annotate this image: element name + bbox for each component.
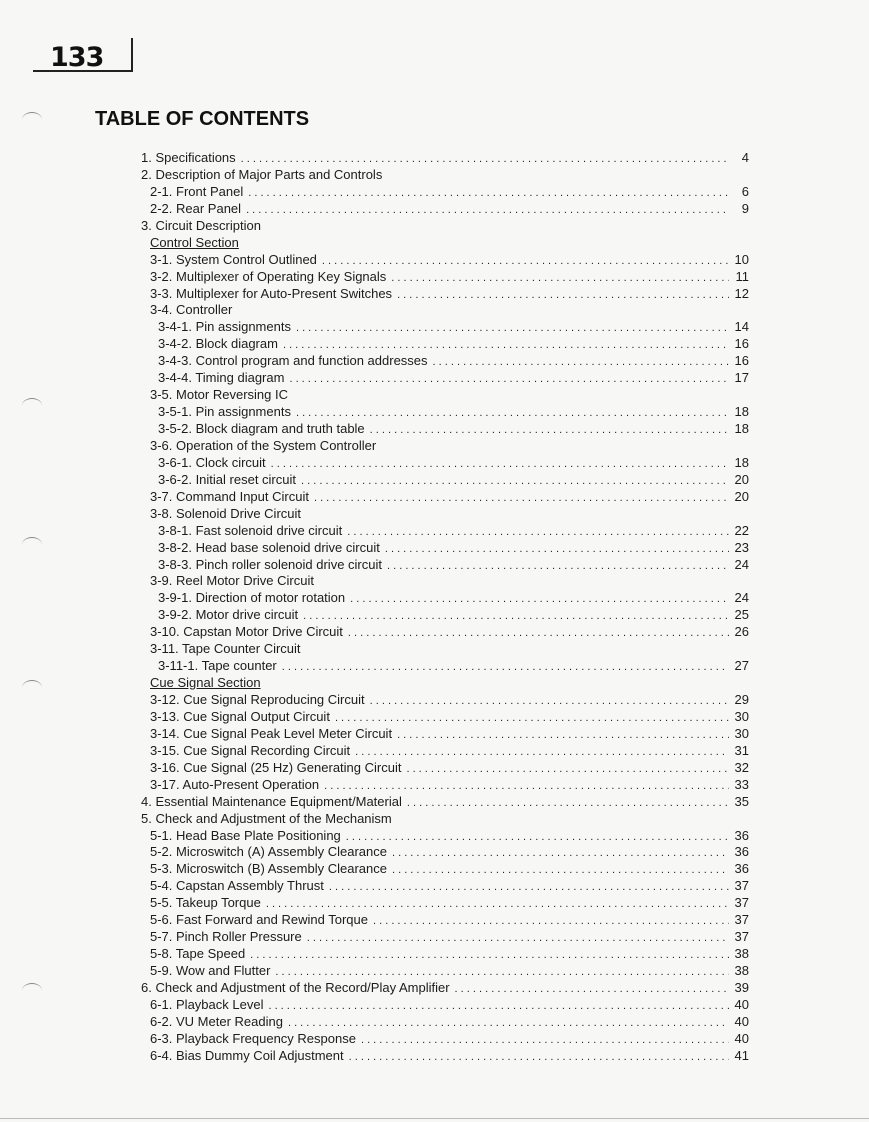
toc-entry: [141, 607, 749, 624]
toc-entry-page: 37: [734, 895, 749, 911]
toc-entry: [141, 895, 749, 912]
toc-entry: [141, 269, 749, 286]
page-title: TABLE OF CONTENTS: [95, 108, 310, 130]
toc-dot-leader: [455, 981, 729, 998]
toc-entry-label: 3-8-1. Fast solenoid drive circuit: [158, 522, 343, 538]
toc-dot-leader: [314, 490, 729, 507]
toc-entry: [141, 641, 749, 658]
toc-entry-label: 3-11. Tape Counter Circuit: [150, 641, 301, 657]
toc-entry-page: 9: [741, 200, 749, 216]
toc-entry-label: 5-8. Tape Speed: [150, 946, 246, 962]
toc-dot-leader: [355, 744, 729, 761]
toc-entry-label: 3-2. Multiplexer of Operating Key Signals: [150, 268, 387, 284]
toc-entry: [141, 540, 749, 557]
toc-entry-page: 6: [741, 183, 749, 199]
toc-entry-page: 38: [734, 963, 749, 978]
toc-entry-label: 3-15. Cue Signal Recording Circuit: [150, 742, 351, 758]
toc-entry-label: 6-1. Playback Level: [150, 996, 264, 1012]
toc-entry-page: 16: [734, 336, 749, 352]
page-number-underline: [33, 70, 133, 72]
toc-entry-page: 39: [734, 979, 749, 995]
toc-entry-label: 3-6-2. Initial reset circuit: [158, 471, 296, 487]
toc-entry-label: 3-16. Cue Signal (25 Hz) Generating Circuit: [150, 759, 402, 775]
toc-entry-page: 31: [734, 742, 749, 758]
toc-entry-label: 5-3. Microswitch (B) Assembly Clearance: [150, 861, 387, 877]
toc-entry-page: 24: [734, 590, 749, 606]
toc-entry-label: 2-2. Rear Panel: [150, 200, 242, 216]
toc-entry: [141, 811, 749, 828]
toc-dot-leader: [335, 710, 729, 727]
toc-entry-label: 3. Circuit Description: [141, 217, 261, 233]
toc-entry: [141, 336, 749, 353]
toc-entry-page: 14: [734, 319, 749, 335]
toc-dot-leader: [361, 1032, 729, 1049]
toc-entry: [141, 1014, 749, 1031]
toc-entry: [141, 302, 749, 319]
toc-entry: [141, 252, 749, 269]
toc-entry-page: 20: [734, 471, 749, 487]
toc-entry-page: 24: [734, 556, 749, 572]
toc-entry: [141, 590, 749, 607]
toc-entry-page: 4: [741, 150, 749, 165]
binder-hole-mark: [22, 398, 42, 413]
toc-entry-label: 3-13. Cue Signal Output Circuit: [150, 708, 330, 724]
toc-entry: [141, 319, 749, 336]
toc-dot-leader: [322, 253, 729, 270]
toc-dot-leader: [246, 202, 729, 219]
toc-dot-leader: [373, 913, 729, 930]
toc-entry: [141, 726, 749, 743]
toc-entry: [141, 353, 749, 370]
toc-dot-leader: [303, 608, 729, 625]
toc-entry: [141, 760, 749, 777]
toc-entry: [141, 370, 749, 387]
toc-entry: [141, 387, 749, 404]
toc-entry-page: 41: [734, 1047, 749, 1063]
toc-entry-label: 5-7. Pinch Roller Pressure: [150, 929, 302, 945]
toc-entry: [141, 1048, 749, 1065]
toc-entry: [141, 794, 749, 811]
toc-entry-label: 3-9. Reel Motor Drive Circuit: [150, 573, 314, 589]
toc-entry: [141, 777, 749, 794]
toc-entry-label: 2-1. Front Panel: [150, 183, 244, 199]
toc-entry-label: 5. Check and Adjustment of the Mechanism: [141, 810, 392, 826]
toc-dot-leader: [271, 456, 729, 473]
toc-entry: [141, 929, 749, 946]
toc-entry: [141, 980, 749, 997]
toc-dot-leader: [391, 270, 729, 287]
toc-entry-page: 40: [734, 1030, 749, 1046]
toc-dot-leader: [407, 795, 729, 812]
toc-entry-label: 4. Essential Maintenance Equipment/Material: [141, 793, 402, 809]
toc-entry-page: 12: [734, 285, 749, 301]
toc-entry-label: 5-6. Fast Forward and Rewind Torque: [150, 912, 368, 928]
toc-dot-leader: [329, 879, 729, 896]
toc-entry: [141, 557, 749, 574]
toc-entry-page: 37: [734, 878, 749, 894]
toc-entry-label: 3-4-3. Control program and function addresses: [158, 353, 428, 369]
toc-entry-page: 38: [734, 946, 749, 962]
toc-entry: [141, 912, 749, 929]
toc-entry-page: 35: [734, 793, 749, 809]
toc-entry-label: 3-6-1. Clock circuit: [158, 454, 266, 470]
toc-entry-label: 2. Description of Major Parts and Controls: [141, 166, 383, 182]
toc-entry: [141, 438, 749, 455]
page-number: 133: [50, 42, 104, 73]
toc-entry: [141, 523, 749, 540]
toc-entry: [141, 455, 749, 472]
toc-dot-leader: [370, 693, 729, 710]
toc-dot-leader: [347, 524, 729, 541]
toc-entry: [141, 946, 749, 963]
toc-entry: [141, 828, 749, 845]
toc-entry: [141, 404, 749, 421]
toc-dot-leader: [324, 778, 729, 795]
toc-list: [141, 150, 749, 1065]
toc-entry-page: 20: [734, 488, 749, 504]
toc-entry-page: 30: [734, 708, 749, 724]
toc-entry-label: 6-2. VU Meter Reading: [150, 1013, 283, 1029]
toc-dot-leader: [348, 625, 729, 642]
toc-entry-label: 3-11-1. Tape counter: [158, 658, 277, 674]
toc-entry-page: 29: [734, 692, 749, 707]
toc-entry-page: 22: [734, 522, 749, 538]
toc-entry-page: 37: [734, 912, 749, 928]
toc-entry: [141, 218, 749, 235]
toc-entry-page: 36: [734, 844, 749, 860]
toc-entry-label: 5-2. Microswitch (A) Assembly Clearance: [150, 844, 387, 860]
toc-entry-page: 17: [734, 370, 749, 386]
toc-entry-page: 32: [734, 759, 749, 775]
binder-hole-mark: [22, 983, 42, 998]
toc-dot-leader: [392, 845, 729, 862]
toc-entry-label: 3-7. Command Input Circuit: [150, 488, 309, 504]
toc-entry: [141, 878, 749, 895]
binder-hole-mark: [22, 680, 42, 695]
toc-entry-label: 3-10. Capstan Motor Drive Circuit: [150, 624, 343, 640]
toc-entry: [141, 624, 749, 641]
toc-dot-leader: [397, 287, 729, 304]
toc-dot-leader: [387, 558, 729, 575]
toc-entry-page: 11: [735, 268, 749, 284]
toc-entry-page: 27: [734, 658, 749, 674]
toc-dot-leader: [296, 320, 729, 337]
toc-entry-label: 3-12. Cue Signal Reproducing Circuit: [150, 692, 365, 707]
toc-entry-label: 3-4-4. Timing diagram: [158, 370, 285, 386]
toc-entry-page: 40: [734, 996, 749, 1012]
toc-entry: [141, 963, 749, 980]
toc-entry-page: 36: [734, 827, 749, 843]
toc-entry-label: 1. Specifications: [141, 150, 236, 165]
toc-entry-label: 3-9-1. Direction of motor rotation: [158, 590, 346, 606]
toc-dot-leader: [288, 1015, 729, 1032]
toc-entry: [141, 1031, 749, 1048]
toc-entry-label: 3-9-2. Motor drive circuit: [158, 607, 299, 623]
toc-entry-page: 18: [734, 454, 749, 470]
toc-entry-label: 6. Check and Adjustment of the Record/Play Amplifier: [141, 979, 450, 995]
toc-dot-leader: [248, 185, 729, 202]
toc-entry-page: 33: [734, 776, 749, 792]
page-bottom-edge: [0, 1118, 869, 1119]
toc-entry-label: 3-17. Auto-Present Operation: [150, 776, 320, 792]
toc-section-heading: [141, 675, 749, 692]
toc-entry-page: 40: [734, 1013, 749, 1029]
toc-entry-label: 3-5. Motor Reversing IC: [150, 387, 288, 403]
toc-entry-label: 3-5-2. Block diagram and truth table: [158, 421, 365, 436]
toc-entry: [141, 743, 749, 760]
toc-entry: [141, 506, 749, 523]
toc-entry-label: 6-4. Bias Dummy Coil Adjustment: [150, 1047, 344, 1063]
toc-entry-page: 23: [734, 539, 749, 555]
toc-entry: [141, 184, 749, 201]
page-number-divider: [131, 38, 133, 72]
binder-hole-mark: [22, 112, 42, 127]
toc-dot-leader: [397, 727, 729, 744]
toc-entry-page: 37: [734, 929, 749, 945]
toc-entry: [141, 844, 749, 861]
toc-dot-leader: [296, 405, 729, 422]
toc-dot-leader: [275, 964, 729, 981]
toc-dot-leader: [282, 659, 729, 676]
toc-entry-label: Control Section: [150, 234, 239, 250]
toc-entry-page: 18: [734, 404, 749, 420]
toc-entry: [141, 709, 749, 726]
toc-entry-page: 26: [734, 624, 749, 640]
toc-dot-leader: [433, 354, 729, 371]
toc-entry: [141, 150, 749, 167]
toc-entry-label: 3-4. Controller: [150, 302, 233, 318]
toc-entry-label: Cue Signal Section: [150, 675, 261, 691]
toc-entry-label: 3-3. Multiplexer for Auto-Present Switches: [150, 285, 393, 301]
toc-entry-label: 3-8-3. Pinch roller solenoid drive circuit: [158, 556, 382, 572]
toc-entry-label: 5-4. Capstan Assembly Thrust: [150, 878, 324, 894]
toc-entry-page: 10: [734, 251, 749, 267]
toc-entry: [141, 861, 749, 878]
toc-section-heading: [141, 235, 749, 252]
binder-hole-mark: [22, 537, 42, 552]
toc-entry: [141, 692, 749, 709]
toc-entry: [141, 489, 749, 506]
toc-entry-label: 5-5. Takeup Torque: [150, 895, 261, 911]
toc-entry: [141, 201, 749, 218]
toc-dot-leader: [349, 1049, 729, 1066]
toc-entry-label: 6-3. Playback Frequency Response: [150, 1030, 356, 1046]
toc-entry-label: 5-1. Head Base Plate Positioning: [150, 827, 341, 843]
toc-entry-label: 3-4-1. Pin assignments: [158, 319, 291, 335]
toc-entry-label: 3-14. Cue Signal Peak Level Meter Circuit: [150, 725, 393, 741]
toc-dot-leader: [266, 896, 729, 913]
toc-dot-leader: [370, 422, 729, 439]
toc-entry: [141, 167, 749, 184]
toc-entry-label: 3-4-2. Block diagram: [158, 336, 278, 352]
toc-entry-label: 3-8-2. Head base solenoid drive circuit: [158, 539, 380, 555]
toc-dot-leader: [241, 151, 729, 168]
toc-entry: [141, 658, 749, 675]
toc-entry-page: 18: [734, 421, 749, 436]
toc-entry-label: 3-8. Solenoid Drive Circuit: [150, 505, 302, 521]
toc-entry: [141, 286, 749, 303]
toc-dot-leader: [350, 591, 729, 608]
toc-dot-leader: [392, 862, 729, 879]
toc-dot-leader: [301, 473, 729, 490]
toc-dot-leader: [268, 998, 729, 1015]
toc-entry-page: 25: [734, 607, 749, 623]
toc-entry: [141, 573, 749, 590]
toc-dot-leader: [289, 371, 729, 388]
toc-entry: [141, 997, 749, 1014]
toc-entry-page: 16: [734, 353, 749, 369]
toc-dot-leader: [385, 541, 729, 558]
toc-entry-page: 36: [734, 861, 749, 877]
toc-entry-page: 30: [734, 725, 749, 741]
toc-dot-leader: [346, 829, 729, 846]
toc-entry-label: 3-5-1. Pin assignments: [158, 404, 291, 420]
toc-entry-label: 3-1. System Control Outlined: [150, 251, 317, 267]
toc-entry: [141, 472, 749, 489]
toc-entry-label: 5-9. Wow and Flutter: [150, 963, 271, 978]
toc-dot-leader: [250, 947, 729, 964]
toc-dot-leader: [307, 930, 729, 947]
toc-dot-leader: [406, 761, 729, 778]
toc-dot-leader: [283, 337, 729, 354]
toc-entry-label: 3-6. Operation of the System Controller: [150, 437, 377, 453]
toc-entry: [141, 421, 749, 438]
